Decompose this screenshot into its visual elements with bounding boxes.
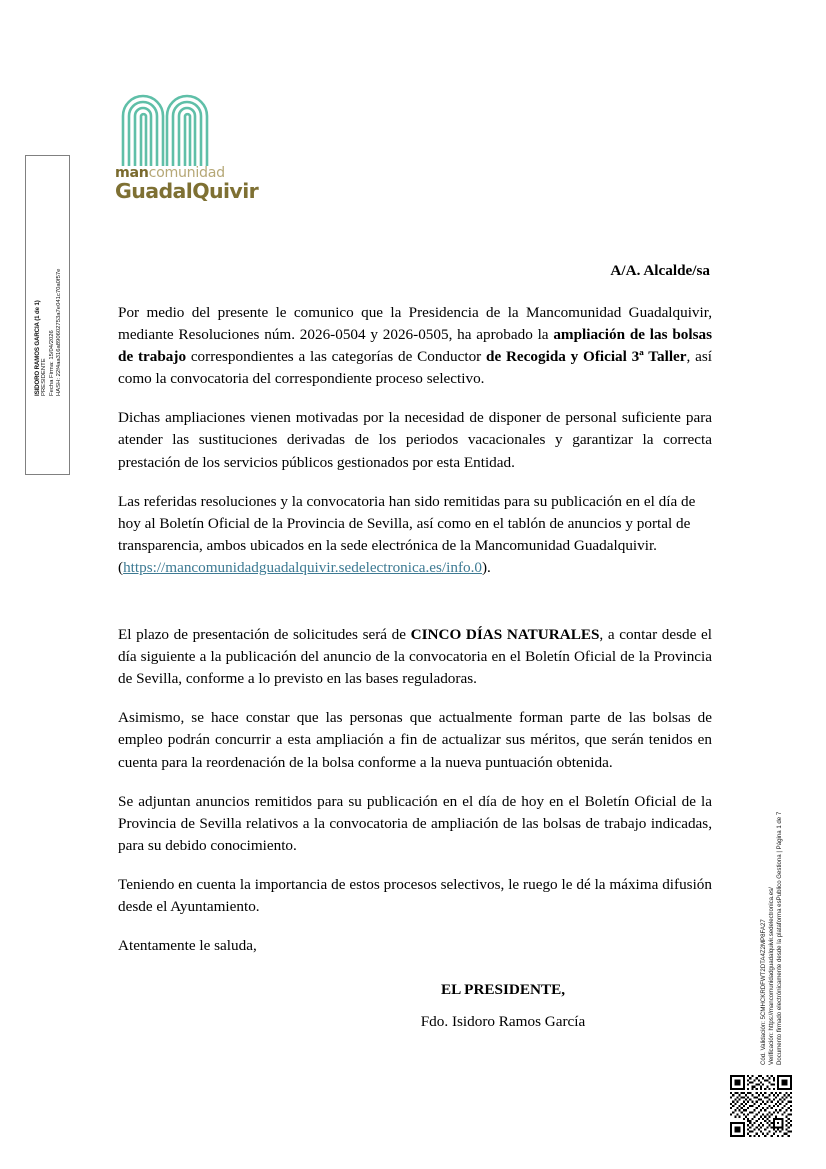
signature-stamp-box — [25, 155, 70, 475]
logo-word-man: man — [115, 165, 149, 181]
paragraph-6: Se adjuntan anuncios remitidos para su publicación en el día de hoy en el Boletín Oficial de la Provincia de Sevilla relativos a la convocatoria de ampliación de las bolsas de trabajo indicadas, para su debido conocimiento. — [118, 792, 712, 854]
verification-strip-text — [760, 700, 786, 1065]
logo-word-comunidad: comunidad — [148, 165, 225, 181]
p4-bold-plazo: CINCO DÍAS NATURALES — [410, 626, 600, 644]
paragraph-2: Dichas ampliaciones vienen motivadas por la necesidad de disponer de personal suficiente para atender las sustituciones derivadas de los periodos vacacionales y garantizar la correcta prestación de los servicios públicos gestionados por esta Entidad. — [118, 409, 712, 471]
verification-platform-line: Documento firmado electrónicamente desde la plataforma esPublico Gestiona | Página 1 de 7 — [775, 811, 783, 1065]
addressee-heading: A/A. Alcalde/sa — [610, 262, 710, 279]
p1-text-a: Por medio del presente le comunico que la Presidencia de la Mancomunidad Guadalquivir, mediante Resoluciones núm. 2026-0504 y 2026-0505, ha aprobado la — [118, 304, 712, 344]
qr-code — [730, 1075, 792, 1137]
paragraph-4 — [118, 624, 712, 690]
signature-stamp-date: Fecha Firma: 15/04/2026 — [48, 330, 55, 396]
sede-electronica-link[interactable]: https://mancomunidadguadalquivir.sedelectronica.es/info.0 — [123, 558, 482, 576]
p4-text-c: , a contar desde el día siguiente a la publicación del anuncio de la convocatoria en el Boletín Oficial de la Provincia de Sevilla, conforme a lo previsto en las bases reguladoras. — [118, 626, 712, 688]
paragraph-1 — [118, 302, 712, 390]
logo-wordmark-top — [115, 166, 265, 180]
p1-bold-ampliacion: ampliación de las bolsas de trabajo — [118, 326, 712, 366]
paragraph-3 — [118, 491, 712, 579]
paragraph-5: Asimismo, se hace constar que las personas que actualmente forman parte de las bolsas de empleo podrán concurrir a esta ampliación a fin de actualizar sus méritos, que serán tenidos en cuenta para la reordenación de la bolsa conforme a la nueva puntuación obtenida. — [118, 709, 712, 771]
p3-paren-close: ). — [482, 558, 491, 576]
document-body — [118, 262, 712, 1031]
organization-logo — [115, 92, 265, 204]
p1-text-e: , así como la convocatoria del correspondiente proceso selectivo. — [118, 348, 712, 388]
closing-line: Atentamente le saluda, — [118, 937, 257, 955]
signature-stamp-name: ISIDORO RAMOS GARCIA (1 de 1) — [33, 300, 41, 396]
signature-stamp-role: PRESIDENTE — [41, 358, 48, 396]
verification-url-line: Verificación: https://mancomunidadguadalquivir.sedelectronica.es/ — [767, 887, 775, 1065]
signature-name: Fdo. Isidoro Ramos García — [420, 1013, 586, 1031]
signature-title: EL PRESIDENTE, — [440, 981, 566, 999]
p3-text: Las referidas resoluciones y la convocatoria han sido remitidas para su publicación en el día de hoy al Boletín Oficial de la Provincia de Sevilla, así como en el tablón de anuncios y portal de transparencia, ambos ubicados en la sede electrónica de la Mancomunidad Guadalquivir. — [118, 492, 696, 554]
p1-text-c: correspondientes a las categorías de Conductor — [186, 348, 486, 366]
verification-strip — [760, 700, 786, 1065]
signature-stamp-hash: HASH: 22f4aa316a890602753a7e041c70a0f57e — [55, 268, 62, 396]
p4-text-a: El plazo de presentación de solicitudes será de — [118, 626, 411, 644]
p3-paren-open: ( — [118, 558, 124, 576]
mancomunidad-m-icon — [119, 92, 215, 166]
paragraph-7: Teniendo en cuenta la importancia de estos procesos selectivos, le ruego le dé la máxima difusión desde el Ayuntamiento. — [118, 875, 712, 915]
paragraph-spacer — [118, 596, 712, 624]
verification-code-line: Cód. Validación: 5CMHCKRDFWT2DTA4Z2MP8FA27 — [760, 919, 767, 1065]
logo-wordmark — [115, 166, 265, 202]
signature-stamp-text — [26, 156, 71, 476]
logo-word-guadalquivir: GuadalQuivir — [115, 179, 259, 204]
p1-bold-categorias: de Recogida y Oficial 3ª Taller — [486, 348, 687, 366]
